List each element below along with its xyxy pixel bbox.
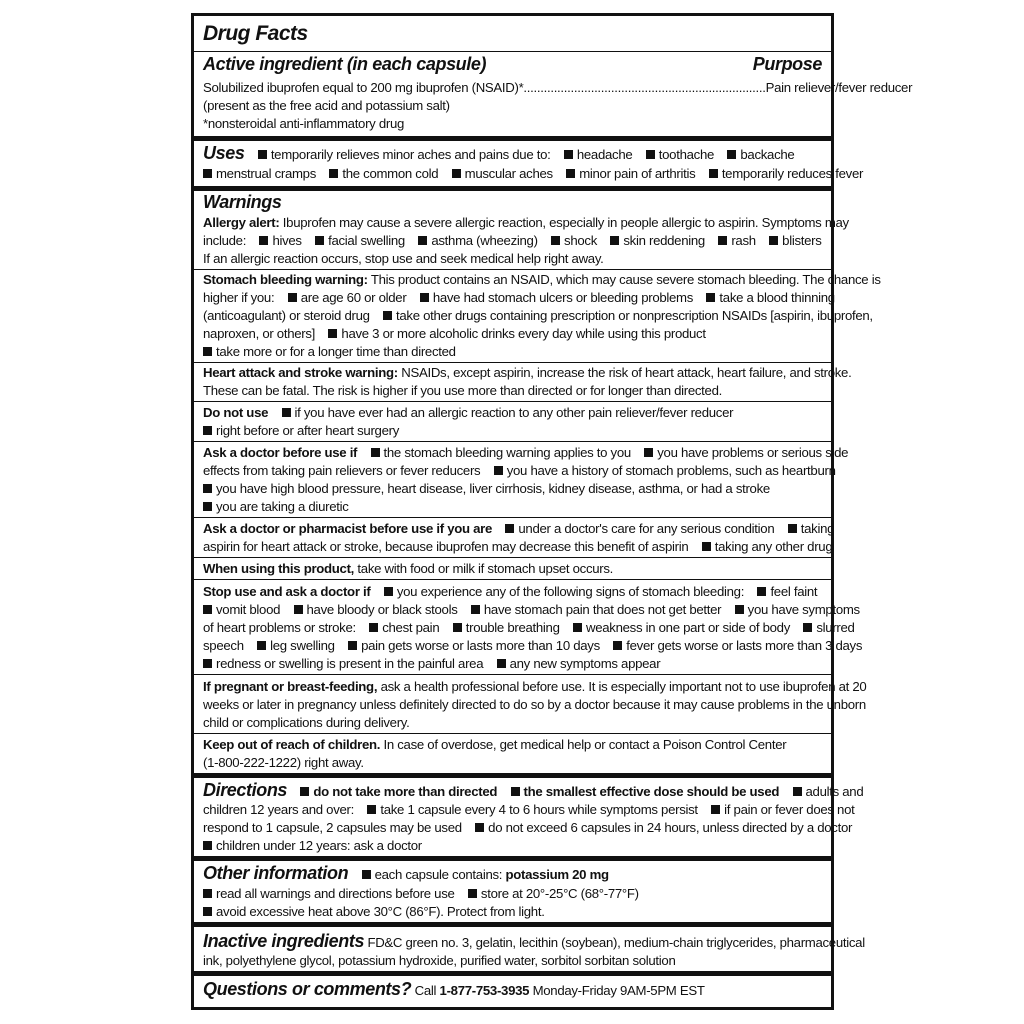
thick-divider bbox=[194, 856, 831, 861]
stomach-label: Stomach bleeding warning: bbox=[203, 272, 368, 287]
do-not-use-line-1 bbox=[203, 404, 822, 422]
keep-out-line-1 bbox=[203, 736, 822, 754]
divider bbox=[194, 674, 831, 675]
use-item: menstrual cramps bbox=[216, 166, 316, 181]
ask-doctor-label: Ask a doctor before use if bbox=[203, 445, 358, 460]
stop-use-text: of heart problems or stroke: bbox=[203, 620, 356, 635]
ask-pharmacist-item: under a doctor's care for any serious condition bbox=[518, 521, 775, 536]
ask-doctor-item: you have problems or serious side bbox=[657, 445, 849, 460]
heart-label: Heart attack and stroke warning: bbox=[203, 365, 398, 380]
thick-divider bbox=[194, 136, 831, 141]
when-using-label: When using this product, bbox=[203, 561, 355, 576]
do-not-use-item: right before or after heart surgery bbox=[216, 423, 400, 438]
bullet-icon bbox=[735, 605, 744, 614]
stomach-line-1 bbox=[203, 271, 881, 289]
bullet-icon bbox=[788, 524, 797, 533]
bullet-icon bbox=[468, 889, 477, 898]
inactive-line-2: ink, polyethylene glycol, potassium hydroxide, purified water, sorbitol sorbitan solution bbox=[203, 953, 676, 968]
direction-text: respond to 1 capsule, 2 capsules may be used bbox=[203, 820, 462, 835]
leader-dots: ........................................................................ bbox=[523, 80, 766, 95]
bullet-icon bbox=[475, 823, 484, 832]
bullet-icon bbox=[383, 311, 392, 320]
purpose-text: Pain reliever/fever reducer bbox=[765, 80, 913, 95]
stop-use-item: have bloody or black stools bbox=[306, 602, 458, 617]
stomach-text: higher if you: bbox=[203, 290, 275, 305]
heart-line-1 bbox=[203, 364, 852, 382]
ask-doctor-item: you have high blood pressure, heart disease, liver cirrhosis, kidney disease, asthma, or had a stroke bbox=[216, 481, 770, 496]
stomach-line-4 bbox=[203, 325, 822, 343]
use-item: headache bbox=[576, 147, 633, 162]
stop-use-item: feel faint bbox=[770, 584, 818, 599]
bullet-icon bbox=[203, 169, 212, 178]
stop-use-item: vomit blood bbox=[216, 602, 281, 617]
pregnant-line-1 bbox=[203, 678, 867, 696]
bullet-icon bbox=[793, 787, 802, 796]
inactive-text: FD&C green no. 3, gelatin, lecithin (soybean), medium-chain triglycerides, pharmaceutical bbox=[367, 935, 865, 950]
other-info-heading: Other information bbox=[203, 863, 349, 883]
stop-use-item: fever gets worse or lasts more than 3 days bbox=[626, 638, 863, 653]
stop-use-item: you experience any of the following signs of stomach bleeding: bbox=[396, 584, 745, 599]
drug-facts-title: Drug Facts bbox=[203, 22, 308, 45]
bullet-icon bbox=[702, 542, 711, 551]
keep-out-label: Keep out of reach of children. bbox=[203, 737, 381, 752]
other-info-line-1 bbox=[203, 864, 822, 884]
other-info-line-3 bbox=[203, 903, 822, 921]
ask-doctor-item: you are taking a diuretic bbox=[216, 499, 349, 514]
bullet-icon bbox=[453, 623, 462, 632]
symptom-item: asthma (wheezing) bbox=[431, 233, 538, 248]
other-info-item: avoid excessive heat above 30°C (86°F). Protect from light. bbox=[216, 904, 545, 919]
symptom-item: facial swelling bbox=[328, 233, 405, 248]
bullet-icon bbox=[803, 623, 812, 632]
bullet-icon bbox=[329, 169, 338, 178]
direction-item: adults and bbox=[805, 784, 864, 799]
nsaid-footnote: *nonsteroidal anti-inflammatory drug bbox=[203, 116, 405, 131]
other-info-item: read all warnings and directions before use bbox=[216, 886, 455, 901]
bullet-icon bbox=[613, 641, 622, 650]
directions-line-1 bbox=[203, 780, 864, 801]
other-info-item: each capsule contains: bbox=[374, 867, 503, 882]
thick-divider bbox=[194, 922, 831, 927]
stop-use-item: have stomach pain that does not get better bbox=[483, 602, 722, 617]
ask-pharmacist-item: taking any other drug bbox=[714, 539, 833, 554]
stop-use-line-5 bbox=[203, 655, 822, 673]
bullet-icon bbox=[494, 466, 503, 475]
bullet-icon bbox=[203, 841, 212, 850]
ask-pharmacist-line-2 bbox=[203, 538, 833, 556]
keep-out-line-2: (1-800-222-1222) right away. bbox=[203, 755, 364, 770]
directions-line-4 bbox=[203, 837, 822, 855]
directions-line-2 bbox=[203, 801, 855, 819]
heart-text: NSAIDs, except aspirin, increase the risk of heart attack, heart failure, and stroke. bbox=[401, 365, 852, 380]
bullet-icon bbox=[203, 889, 212, 898]
bullet-icon bbox=[644, 448, 653, 457]
bullet-icon bbox=[362, 870, 371, 879]
bullet-icon bbox=[203, 484, 212, 493]
bullet-icon bbox=[420, 293, 429, 302]
stop-use-line-4 bbox=[203, 637, 863, 655]
direction-item: take 1 capsule every 4 to 6 hours while symptoms persist bbox=[380, 802, 698, 817]
bullet-icon bbox=[573, 623, 582, 632]
divider bbox=[194, 401, 831, 402]
direction-item: do not exceed 6 capsules in 24 hours, unless directed by a doctor bbox=[488, 820, 853, 835]
thick-divider bbox=[194, 773, 831, 778]
stomach-item: take other drugs containing prescription or nonprescription NSAIDs [aspirin, ibuprofen, bbox=[396, 308, 873, 323]
stop-use-item: chest pain bbox=[382, 620, 440, 635]
phone-number[interactable]: 1-877-753-3935 bbox=[439, 983, 530, 998]
bullet-icon bbox=[328, 329, 337, 338]
stomach-item: have 3 or more alcoholic drinks every day while using this product bbox=[341, 326, 706, 341]
symptom-item: rash bbox=[731, 233, 756, 248]
use-item: minor pain of arthritis bbox=[579, 166, 696, 181]
allergy-line-2 bbox=[203, 232, 822, 250]
bullet-icon bbox=[367, 805, 376, 814]
symptom-item: blisters bbox=[782, 233, 822, 248]
bullet-icon bbox=[203, 659, 212, 668]
inactive-line-1 bbox=[203, 931, 865, 952]
uses-heading: Uses bbox=[203, 143, 245, 163]
divider bbox=[194, 517, 831, 518]
ask-doctor-line-4 bbox=[203, 498, 822, 516]
keep-out-text: In case of overdose, get medical help or contact a Poison Control Center bbox=[383, 737, 787, 752]
other-info-line-2 bbox=[203, 885, 822, 903]
active-ingredient-heading: Active ingredient (in each capsule) bbox=[203, 54, 487, 74]
bullet-icon bbox=[511, 787, 520, 796]
bullet-icon bbox=[769, 236, 778, 245]
use-item: muscular aches bbox=[464, 166, 553, 181]
questions-line bbox=[203, 980, 822, 1000]
allergy-text: Ibuprofen may cause a severe allergic reaction, especially in people allergic to aspirin. Symptoms may bbox=[282, 215, 849, 230]
bullet-icon bbox=[203, 605, 212, 614]
stomach-item: are age 60 or older bbox=[300, 290, 407, 305]
symptom-item: shock bbox=[564, 233, 597, 248]
bullet-icon bbox=[551, 236, 560, 245]
when-using-line bbox=[203, 560, 822, 578]
stop-use-item: pain gets worse or lasts more than 10 days bbox=[361, 638, 600, 653]
uses-line-1 bbox=[203, 144, 822, 164]
stop-use-line-3 bbox=[203, 619, 855, 637]
call-text: Call bbox=[414, 983, 437, 998]
bullet-icon bbox=[203, 347, 212, 356]
allergy-include: include: bbox=[203, 233, 247, 248]
ask-pharmacist-item: taking bbox=[800, 521, 835, 536]
bullet-icon bbox=[203, 502, 212, 511]
ask-doctor-line-3 bbox=[203, 480, 822, 498]
potassium-content: potassium 20 mg bbox=[505, 867, 609, 882]
divider bbox=[194, 557, 831, 558]
bullet-icon bbox=[348, 641, 357, 650]
bullet-icon bbox=[452, 169, 461, 178]
direction-item: do not take more than directed bbox=[313, 784, 498, 799]
allergy-line-3: If an allergic reaction occurs, stop use and seek medical help right away. bbox=[203, 251, 604, 266]
ask-doctor-item: you have a history of stomach problems, such as heartburn bbox=[506, 463, 836, 478]
ask-doctor-line-1 bbox=[203, 444, 849, 462]
ask-pharmacist-label: Ask a doctor or pharmacist before use if you are bbox=[203, 521, 493, 536]
warnings-heading: Warnings bbox=[203, 192, 282, 212]
bullet-icon bbox=[203, 907, 212, 916]
stomach-item: take a blood thinning bbox=[719, 290, 835, 305]
thick-divider bbox=[194, 186, 831, 191]
bullet-icon bbox=[294, 605, 303, 614]
bullet-icon bbox=[709, 169, 718, 178]
use-item: toothache bbox=[658, 147, 715, 162]
direction-item: children under 12 years: ask a doctor bbox=[216, 838, 422, 853]
use-item: backache bbox=[740, 147, 795, 162]
bullet-icon bbox=[566, 169, 575, 178]
stop-use-item: slurred bbox=[816, 620, 855, 635]
direction-item: if pain or fever does not bbox=[724, 802, 855, 817]
uses-line-2 bbox=[203, 165, 864, 183]
divider bbox=[194, 579, 831, 580]
do-not-use-line-2 bbox=[203, 422, 822, 440]
stop-use-text: speech bbox=[203, 638, 244, 653]
stomach-text: This product contains an NSAID, which may cause severe stomach bleeding. The chance is bbox=[370, 272, 881, 287]
allergy-label: Allergy alert: bbox=[203, 215, 280, 230]
bullet-icon bbox=[757, 587, 766, 596]
hours-text: Monday-Friday 9AM-5PM EST bbox=[532, 983, 705, 998]
when-using-text: take with food or milk if stomach upset occurs. bbox=[357, 561, 614, 576]
bullet-icon bbox=[706, 293, 715, 302]
bullet-icon bbox=[288, 293, 297, 302]
bullet-icon bbox=[369, 623, 378, 632]
do-not-use-item: if you have ever had an allergic reaction to any other pain reliever/fever reducer bbox=[294, 405, 734, 420]
stop-use-item: leg swelling bbox=[270, 638, 335, 653]
bullet-icon bbox=[203, 426, 212, 435]
stomach-text: (anticoagulant) or steroid drug bbox=[203, 308, 370, 323]
stomach-line-3 bbox=[203, 307, 873, 325]
stop-use-line-1 bbox=[203, 583, 822, 601]
symptom-item: hives bbox=[272, 233, 302, 248]
bullet-icon bbox=[610, 236, 619, 245]
bullet-icon bbox=[315, 236, 324, 245]
active-ingredient-note: (present as the free acid and potassium salt) bbox=[203, 98, 450, 113]
active-ingredient-header bbox=[203, 54, 822, 75]
stop-use-item: trouble breathing bbox=[465, 620, 560, 635]
bullet-icon bbox=[384, 587, 393, 596]
bullet-icon bbox=[259, 236, 268, 245]
bullet-icon bbox=[258, 150, 267, 159]
bullet-icon bbox=[371, 448, 380, 457]
use-item: temporarily reduces fever bbox=[721, 166, 864, 181]
divider bbox=[194, 362, 831, 363]
direction-item: the smallest effective dose should be used bbox=[523, 784, 780, 799]
stomach-item: take more or for a longer time than directed bbox=[216, 344, 456, 359]
stop-use-item: any new symptoms appear bbox=[509, 656, 661, 671]
purpose-heading: Purpose bbox=[752, 54, 822, 74]
stomach-text: naproxen, or others] bbox=[203, 326, 316, 341]
ask-doctor-text: effects from taking pain relievers or fever reducers bbox=[203, 463, 481, 478]
active-ingredient-text: Solubilized ibuprofen equal to 200 mg ibuprofen (NSAID)* bbox=[203, 80, 524, 95]
divider bbox=[194, 733, 831, 734]
ask-doctor-line-2 bbox=[203, 462, 836, 480]
pregnant-line-3: child or complications during delivery. bbox=[203, 715, 410, 730]
divider bbox=[194, 441, 831, 442]
bullet-icon bbox=[711, 805, 720, 814]
allergy-line-1 bbox=[203, 214, 849, 232]
stomach-line-2 bbox=[203, 289, 835, 307]
ask-pharmacist-text: aspirin for heart attack or stroke, because ibuprofen may decrease this benefit of aspirin bbox=[203, 539, 689, 554]
pregnant-text: ask a health professional before use. It is especially important not to use ibuprofen at 20 bbox=[380, 679, 867, 694]
bullet-icon bbox=[564, 150, 573, 159]
bullet-icon bbox=[300, 787, 309, 796]
bullet-icon bbox=[727, 150, 736, 159]
stomach-line-5 bbox=[203, 343, 822, 361]
stop-use-item: you have symptoms bbox=[747, 602, 860, 617]
heart-line-2: These can be fatal. The risk is higher if you use more than directed or for longer than directed. bbox=[203, 383, 722, 398]
stop-use-item: weakness in one part or side of body bbox=[586, 620, 790, 635]
other-info-item: store at 20°-25°C (68°-77°F) bbox=[480, 886, 639, 901]
do-not-use-label: Do not use bbox=[203, 405, 269, 420]
directions-line-3 bbox=[203, 819, 853, 837]
stop-use-label: Stop use and ask a doctor if bbox=[203, 584, 371, 599]
bullet-icon bbox=[718, 236, 727, 245]
divider bbox=[194, 51, 831, 52]
pregnant-label: If pregnant or breast-feeding, bbox=[203, 679, 378, 694]
drug-facts-panel bbox=[191, 13, 913, 1010]
bullet-icon bbox=[505, 524, 514, 533]
bullet-icon bbox=[497, 659, 506, 668]
use-item: the common cold bbox=[342, 166, 439, 181]
ask-doctor-item: the stomach bleeding warning applies to you bbox=[383, 445, 631, 460]
bullet-icon bbox=[282, 408, 291, 417]
bullet-icon bbox=[471, 605, 480, 614]
active-ingredient-line bbox=[203, 79, 913, 97]
symptom-item: skin reddening bbox=[623, 233, 705, 248]
divider bbox=[194, 269, 831, 270]
direction-text: children 12 years and over: bbox=[203, 802, 354, 817]
pregnant-line-2: weeks or later in pregnancy unless definitely directed to do so by a doctor because it may cause problems in the unborn bbox=[203, 697, 866, 712]
bullet-icon bbox=[646, 150, 655, 159]
questions-heading: Questions or comments? bbox=[203, 979, 412, 999]
stomach-item: have had stomach ulcers or bleeding problems bbox=[432, 290, 694, 305]
stop-use-line-2 bbox=[203, 601, 860, 619]
bullet-icon bbox=[418, 236, 427, 245]
inactive-heading: Inactive ingredients bbox=[203, 931, 365, 951]
bullet-icon bbox=[257, 641, 266, 650]
stop-use-item: redness or swelling is present in the painful area bbox=[216, 656, 484, 671]
ask-pharmacist-line-1 bbox=[203, 520, 835, 538]
uses-intro: temporarily relieves minor aches and pains due to: bbox=[270, 147, 551, 162]
thick-divider bbox=[194, 971, 831, 976]
directions-heading: Directions bbox=[203, 780, 288, 800]
